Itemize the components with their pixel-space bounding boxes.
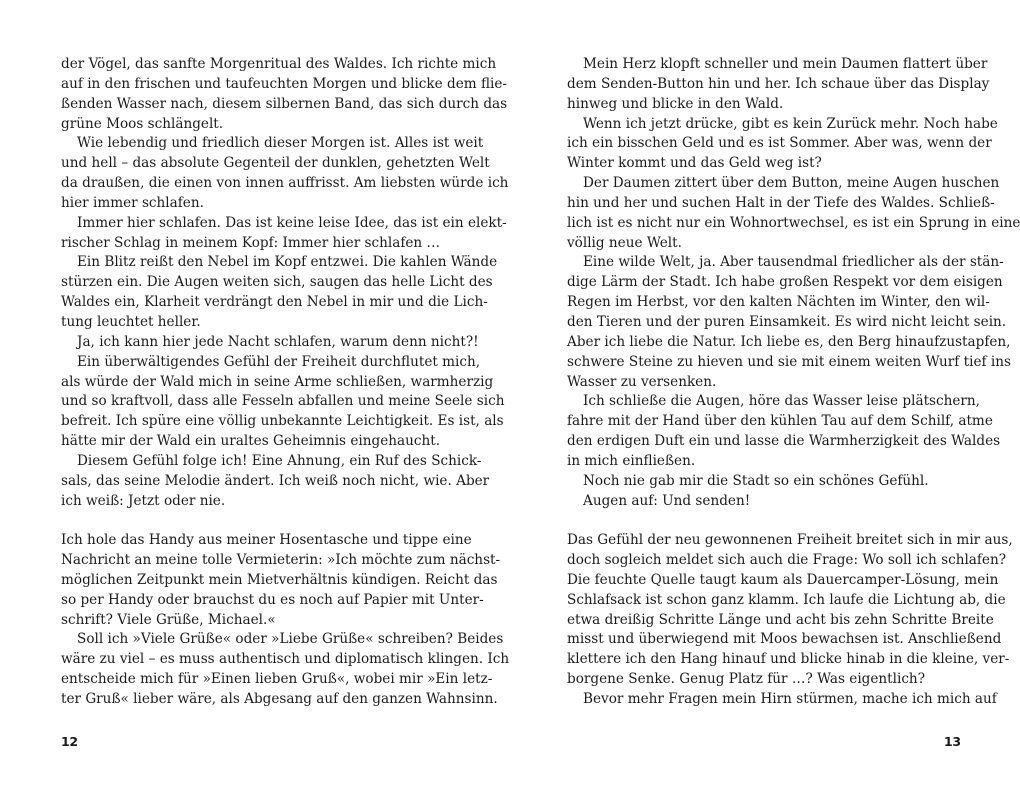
text-line: in mich einfließen. (567, 452, 696, 469)
text-line: hinweg und blicke in den Wald. (567, 95, 784, 112)
text-line: Mein Herz klopft schneller und mein Daumen flattert über (583, 56, 988, 72)
text-line: Ein überwältigendes Gefühl der Freiheit durchflutet mich, (77, 353, 481, 370)
right-page-text (567, 55, 1020, 710)
text-line: und so kraftvoll, dass alle Fesseln abfallen und meine Seele sich (61, 393, 505, 410)
text-line: etwa dreißig Schritte Länge und acht bis zehn Schritte Breite (567, 611, 994, 628)
text-line: möglichen Zeitpunkt mein Mietverhältnis kündigen. Reicht das (61, 571, 498, 588)
text-line: hier immer schlafen. (61, 194, 204, 211)
blank-line (567, 511, 959, 531)
text-line: tung leuchtet heller. (61, 313, 201, 330)
text-line: hin und her und suchen Halt in der Tiefe des Waldes. Schließ- (567, 194, 995, 211)
text-line: so per Handy oder brauchst du es noch auf Papier mit Unter- (61, 591, 484, 608)
text-line: Wasser zu versenken. (567, 373, 717, 390)
blank-line (61, 511, 453, 531)
text-line: Wenn ich jetzt drücke, gibt es kein Zurück mehr. Noch habe (583, 115, 998, 132)
text-line: und hell – das absolute Gegenteil der dunklen, gehetzten Welt (61, 155, 490, 172)
text-line: borgene Senke. Genug Platz für …? Was eigentlich? (567, 671, 925, 688)
text-line: auf in den frischen und taufeuchten Morgen und blicke dem flie- (61, 75, 508, 92)
text-line: entscheide mich für »Einen lieben Gruß«, wobei mir »Ein letz- (61, 671, 493, 688)
text-line: Noch nie gab mir die Stadt so ein schönes Gefühl. (583, 472, 929, 489)
text-line: den erdigen Duft ein und lasse die Warmherzigkeit des Waldes (567, 433, 1001, 450)
text-line: doch sogleich meldet sich auch die Frage: Wo soll ich schlafen? (567, 552, 1007, 569)
text-line: schrift? Viele Grüße, Michael.« (61, 611, 276, 628)
text-line: Ich schließe die Augen, höre das Wasser leise plätschern, (583, 393, 980, 410)
text-line: hätte mir der Wald ein uraltes Geheimnis eingehaucht. (61, 433, 441, 450)
text-line: dem Senden-Button hin und her. Ich schaue über das Display (567, 75, 990, 92)
text-line: da draußen, die einen von innen auffrisst. Am liebsten würde ich (61, 175, 509, 192)
text-line: wäre zu viel – es muss authentisch und diplomatisch klingen. Ich (61, 651, 510, 668)
text-line: befreit. Ich spüre eine völlig unbekannte Leichtigkeit. Es ist, als (61, 413, 504, 430)
text-line: grüne Moos schlängelt. (61, 115, 224, 132)
text-line: Augen auf: Und senden! (583, 492, 751, 509)
text-line: Ich hole das Handy aus meiner Hosentasche und tippe eine (61, 532, 472, 549)
text-line: klettere ich den Hang hinauf und blicke hinab in die kleine, ver- (567, 651, 1010, 668)
text-line: Regen im Herbst, vor den kalten Nächten im Winter, den wil- (567, 294, 990, 311)
text-line: den Tieren und der puren Einsamkeit. Es wird nicht leicht sein. (567, 313, 1007, 330)
text-line: Die feuchte Quelle taugt kaum als Dauercamper-Lösung, mein (567, 571, 999, 588)
text-line: Bevor mehr Fragen mein Hirn stürmen, mache ich mich auf (583, 691, 997, 707)
right-page-number: 13 (944, 734, 961, 749)
text-line: Aber ich liebe die Natur. Ich liebe es, den Berg hinaufzustapfen, (567, 333, 1011, 350)
text-line: Das Gefühl der neu gewonnenen Freiheit breitet sich in mir aus, (567, 532, 1013, 549)
text-line: der Vögel, das sanfte Morgenritual des Waldes. Ich richte mich (61, 56, 497, 72)
text-line: Immer hier schlafen. Das ist keine leise Idee, das ist ein elekt- (77, 214, 507, 231)
text-line: Eine wilde Welt, ja. Aber tausendmal friedlicher als der stän- (583, 254, 1004, 271)
text-line: Winter kommt und das Geld weg ist? (567, 155, 822, 172)
text-line: ich ein bisschen Geld und es ist Sommer. Aber was, wenn der (567, 135, 992, 152)
text-line: Wie lebendig und friedlich dieser Morgen ist. Alles ist weit (77, 135, 484, 152)
text-line: sals, das seine Melodie ändert. Ich weiß noch nicht, wie. Aber (61, 472, 490, 489)
text-line: Nachricht an meine tolle Vermieterin: »Ich möchte zum nächst- (61, 552, 501, 569)
text-line: stürzen ein. Die Augen weiten sich, saugen das helle Licht des (61, 274, 493, 291)
text-line: rischer Schlag in meinem Kopf: Immer hier schlafen … (61, 234, 441, 251)
text-line: Soll ich »Viele Grüße« oder »Liebe Grüße« schreiben? Beides (77, 631, 504, 648)
text-line: Diesem Gefühl folge ich! Eine Ahnung, ein Ruf des Schick- (77, 452, 482, 469)
text-line: fahre mit der Hand über den kühlen Tau auf dem Schilf, atme (567, 413, 993, 430)
text-line: schwere Steine zu hieven und sie mit einem weiten Wurf tief ins (567, 353, 1011, 370)
left-page-number: 12 (61, 734, 78, 749)
text-line: ich weiß: Jetzt oder nie. (61, 492, 226, 509)
text-line: ßenden Wasser nach, diesem silbernen Band, das sich durch das (61, 95, 508, 112)
text-line: Ja, ich kann hier jede Nacht schlafen, warum denn nicht?! (77, 333, 479, 350)
text-line: völlig neue Welt. (567, 234, 682, 251)
text-line: Schlafsack ist schon ganz klamm. Ich laufe die Lichtung ab, die (567, 591, 1006, 608)
left-page-text (61, 55, 510, 710)
text-line: als würde der Wald mich in seine Arme schließen, warmherzig (61, 373, 494, 390)
text-line: dige Lärm der Stadt. Ich habe großen Respekt vor dem eisigen (567, 274, 1003, 291)
text-line: lich ist es nicht nur ein Wohnortwechsel, es ist ein Sprung in eine (567, 214, 1020, 231)
text-line: Der Daumen zittert über dem Button, meine Augen huschen (583, 175, 1000, 192)
text-line: Ein Blitz reißt den Nebel im Kopf entzwei. Die kahlen Wände (77, 254, 498, 271)
text-line: misst und überwiegend mit Moos bewachsen ist. Anschließend (567, 631, 1002, 648)
text-line: Waldes ein, Klarheit verdrängt den Nebel in mir und die Lich- (61, 294, 488, 311)
text-line: ter Gruß« lieber wäre, als Abgesang auf den ganzen Wahnsinn. (61, 691, 498, 707)
